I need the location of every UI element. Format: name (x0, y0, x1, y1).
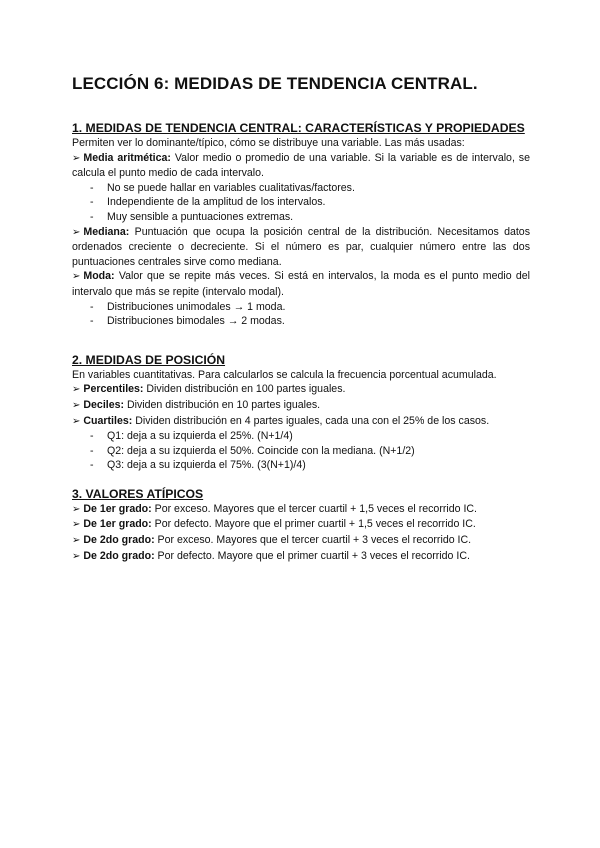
deciles-item: ➢ Deciles: Dividen distribución en 10 partes iguales. (72, 398, 321, 411)
media-label: Media aritmética: (83, 151, 171, 164)
section-1-intro: Permiten ver lo dominante/típico, cómo se distribuye una variable. Las más usadas: (72, 137, 465, 149)
media-points-list (72, 181, 530, 225)
mediana-label: Mediana: (83, 225, 130, 238)
media-paragraph (72, 151, 530, 181)
moda-text: Valor que se repite más veces. Si está en intervalos, la moda es el punto medio del intervalo que más se repite (intervalo modal). (72, 270, 530, 298)
moda-paragraph (72, 269, 530, 299)
arrow-bullet-icon: ➢ (72, 415, 81, 427)
dash-bullet-icon: - (90, 196, 94, 209)
arrow-bullet-icon: ➢ (72, 399, 81, 411)
list-item: - Distribuciones bimodales → 2 modas. (90, 315, 285, 328)
section-valores-atipicos (72, 487, 530, 564)
dash-bullet-icon: - (90, 459, 94, 472)
list-item: ➢ De 1er grado: Por defecto. Mayore que el primer cuartil + 1,5 veces el recorrido IC. (72, 518, 476, 531)
section-3-heading: 3. VALORES ATÍPICOS (72, 486, 204, 501)
section-2-intro: En variables cuantitativas. Para calcularlos se calcula la frecuencia porcentual acumulada. (72, 368, 497, 381)
arrow-bullet-icon: ➢ (72, 535, 81, 547)
list-item: - Q1: deja a su izquierda el 25%. (N+1/4) (90, 430, 293, 443)
arrow-bullet-icon: ➢ (72, 152, 81, 164)
arrow-bullet-icon: ➢ (72, 503, 81, 515)
arrow-bullet-icon: ➢ (72, 550, 81, 562)
arrow-bullet-icon: ➢ (72, 519, 81, 531)
cuartiles-points-list (72, 429, 530, 473)
dash-bullet-icon: - (90, 430, 94, 443)
page-title: LECCIÓN 6: MEDIDAS DE TENDENCIA CENTRAL. (72, 74, 478, 93)
moda-points-list (72, 300, 530, 329)
document-content (72, 74, 530, 564)
list-item: ➢ De 2do grado: Por defecto. Mayore que el primer cuartil + 3 veces el recorrido IC. (72, 549, 470, 562)
section-1-heading: 1. MEDIDAS DE TENDENCIA CENTRAL: CARACTERÍSTICAS Y PROPIEDADES (72, 121, 525, 135)
dash-bullet-icon: - (90, 210, 94, 223)
list-item: ➢ De 1er grado: Por exceso. Mayores que el tercer cuartil + 1,5 veces el recorrido IC. (72, 502, 477, 515)
moda-label: Moda: (83, 270, 115, 283)
section-tendencia-central (72, 121, 530, 329)
section-2-heading: 2. MEDIDAS DE POSICIÓN (72, 352, 226, 367)
dash-bullet-icon: - (90, 315, 94, 328)
list-item: - Q2: deja a su izquierda el 50%. Coincide con la mediana. (N+1/2) (90, 444, 415, 457)
dash-bullet-icon: - (90, 444, 94, 457)
cuartiles-item: ➢ Cuartiles: Dividen distribución en 4 partes iguales, cada una con el 25% de los casos. (72, 414, 490, 427)
arrow-bullet-icon: ➢ (72, 226, 81, 238)
list-item: - No se puede hallar en variables cualitativas/factores. (90, 181, 355, 194)
arrow-bullet-icon: ➢ (72, 271, 81, 283)
section-posicion (72, 353, 530, 473)
list-item: - Distribuciones unimodales → 1 moda. (90, 300, 286, 313)
media-text: Valor medio o promedio de una variable. Si la variable es de intervalo, se calcula el punto medio de cada intervalo. (72, 151, 530, 180)
percentiles-item: ➢ Percentiles: Dividen distribución en 100 partes iguales. (72, 383, 346, 396)
list-item: - Independiente de la amplitud de los intervalos. (90, 196, 326, 209)
arrow-bullet-icon: ➢ (72, 384, 81, 396)
dash-bullet-icon: - (90, 300, 94, 313)
mediana-paragraph (72, 225, 530, 270)
dash-bullet-icon: - (90, 181, 94, 194)
mediana-text: Puntuación que ocupa la posición central de la distribución. Necesitamos datos ordenados creciente o decreciente. Si el número es par, cualquier número entre las dos puntuaciones centrales sirve como mediana. (72, 225, 530, 268)
list-item: - Muy sensible a puntuaciones extremas. (90, 210, 294, 223)
list-item: ➢ De 2do grado: Por exceso. Mayores que el tercer cuartil + 3 veces el recorrido IC. (72, 534, 472, 547)
list-item: - Q3: deja a su izquierda el 75%. (3(N+1)/4) (90, 459, 306, 472)
